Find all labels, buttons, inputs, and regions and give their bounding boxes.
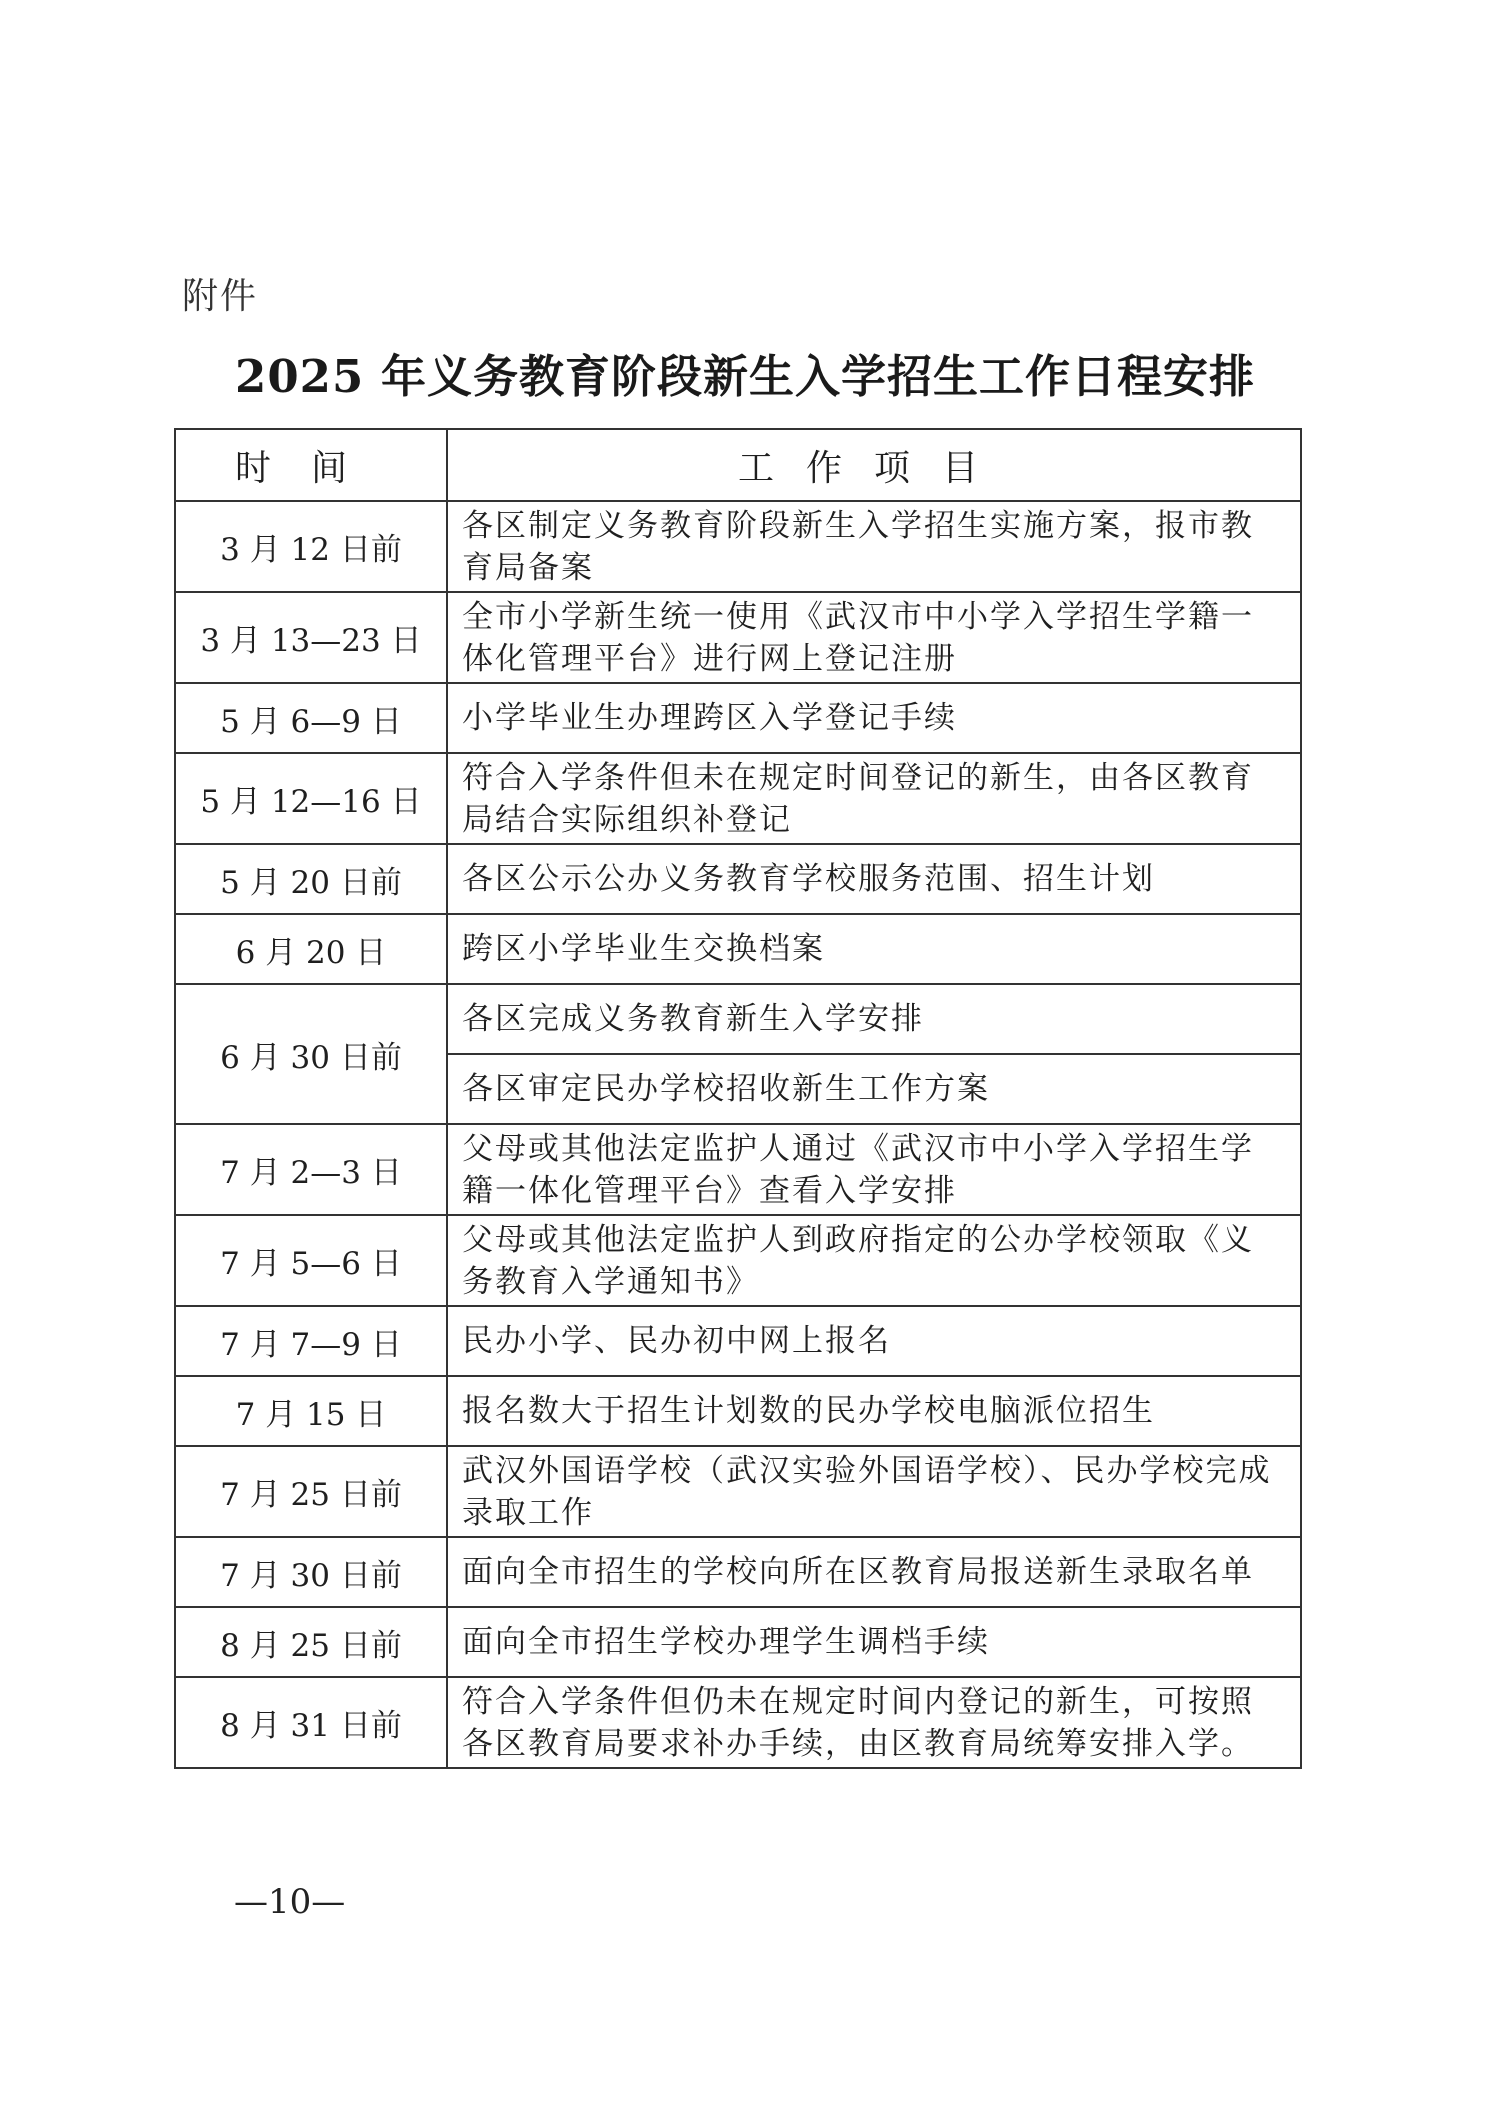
table-row <box>175 592 1301 683</box>
table-header-row <box>175 429 1301 501</box>
schedule-item: 父母或其他法定监护人到政府指定的公办学校领取《义务教育入学通知书》 <box>447 1215 1301 1306</box>
schedule-time: 6 月 30 日前 <box>175 984 447 1124</box>
header-time: 时间 <box>175 429 447 501</box>
schedule-time: 8 月 31 日前 <box>175 1677 447 1768</box>
schedule-time: 5 月 12—16 日 <box>175 753 447 844</box>
schedule-time: 3 月 12 日前 <box>175 501 447 592</box>
schedule-table <box>174 428 1302 1769</box>
schedule-item: 武汉外国语学校（武汉实验外国语学校）、民办学校完成录取工作 <box>447 1446 1301 1537</box>
schedule-time: 7 月 30 日前 <box>175 1537 447 1607</box>
schedule-item: 面向全市招生的学校向所在区教育局报送新生录取名单 <box>447 1537 1301 1607</box>
table-row <box>175 501 1301 592</box>
schedule-time: 7 月 5—6 日 <box>175 1215 447 1306</box>
schedule-item: 民办小学、民办初中网上报名 <box>447 1306 1301 1376</box>
schedule-item: 各区公示公办义务教育学校服务范围、招生计划 <box>447 844 1301 914</box>
page-number: —10— <box>234 1882 346 1922</box>
schedule-item: 符合入学条件但未在规定时间登记的新生，由各区教育局结合实际组织补登记 <box>447 753 1301 844</box>
schedule-time: 5 月 6—9 日 <box>175 683 447 753</box>
table-row <box>175 753 1301 844</box>
schedule-time: 5 月 20 日前 <box>175 844 447 914</box>
schedule-body <box>175 501 1301 1768</box>
table-row <box>175 1677 1301 1768</box>
table-row <box>175 1607 1301 1677</box>
table-row <box>175 683 1301 753</box>
schedule-time: 3 月 13—23 日 <box>175 592 447 683</box>
table-row <box>175 1537 1301 1607</box>
schedule-item: 小学毕业生办理跨区入学登记手续 <box>447 683 1301 753</box>
schedule-item: 各区完成义务教育新生入学安排 <box>447 984 1301 1054</box>
schedule-item: 全市小学新生统一使用《武汉市中小学入学招生学籍一体化管理平台》进行网上登记注册 <box>447 592 1301 683</box>
table-row <box>175 914 1301 984</box>
header-item: 工作项目 <box>447 429 1301 501</box>
table-row <box>175 1376 1301 1446</box>
schedule-item: 符合入学条件但仍未在规定时间内登记的新生，可按照各区教育局要求补办手续，由区教育局统筹安排入学。 <box>447 1677 1301 1768</box>
schedule-time: 7 月 2—3 日 <box>175 1124 447 1215</box>
table-row <box>175 844 1301 914</box>
schedule-time: 7 月 15 日 <box>175 1376 447 1446</box>
schedule-time: 7 月 25 日前 <box>175 1446 447 1537</box>
table-row <box>175 1124 1301 1215</box>
table-row <box>175 1215 1301 1306</box>
attachment-label: 附件 <box>182 276 259 317</box>
schedule-item: 各区制定义务教育阶段新生入学招生实施方案，报市教育局备案 <box>447 501 1301 592</box>
schedule-item: 面向全市招生学校办理学生调档手续 <box>447 1607 1301 1677</box>
schedule-time: 8 月 25 日前 <box>175 1607 447 1677</box>
document-title: 2025 年义务教育阶段新生入学招生工作日程安排 <box>235 350 1255 403</box>
table-row <box>175 1446 1301 1537</box>
schedule-item: 父母或其他法定监护人通过《武汉市中小学入学招生学籍一体化管理平台》查看入学安排 <box>447 1124 1301 1215</box>
schedule-time: 6 月 20 日 <box>175 914 447 984</box>
schedule-item: 报名数大于招生计划数的民办学校电脑派位招生 <box>447 1376 1301 1446</box>
table-row <box>175 984 1301 1054</box>
schedule-item: 各区审定民办学校招收新生工作方案 <box>447 1054 1301 1124</box>
schedule-item: 跨区小学毕业生交换档案 <box>447 914 1301 984</box>
schedule-time: 7 月 7—9 日 <box>175 1306 447 1376</box>
table-row <box>175 1306 1301 1376</box>
